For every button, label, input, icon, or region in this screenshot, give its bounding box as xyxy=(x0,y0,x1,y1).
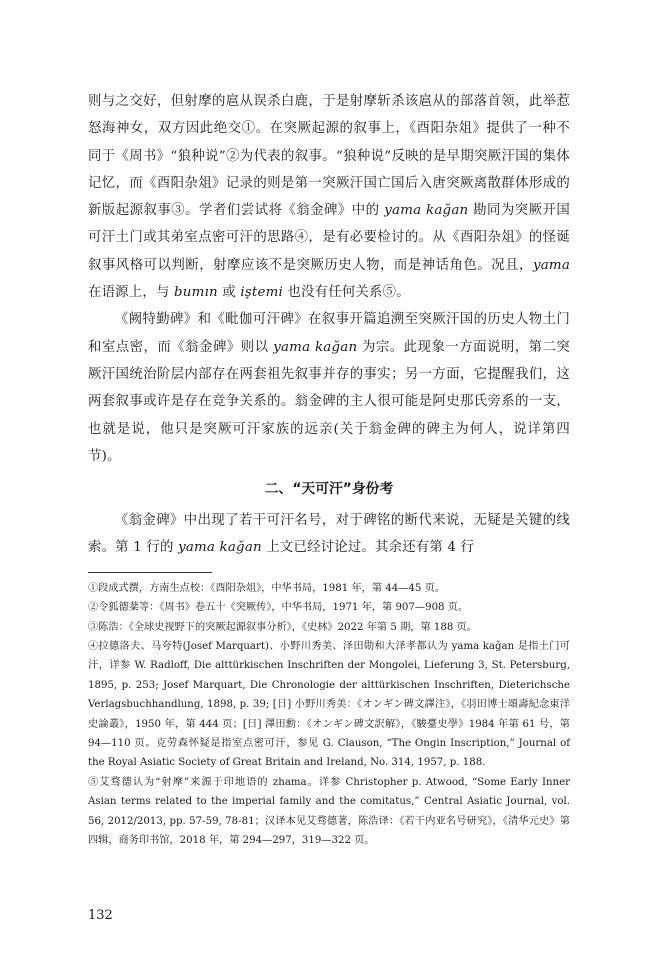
paragraph-2 xyxy=(88,306,570,470)
paragraph-1-text-b: 勘同为突厥开国可汗土门或其弟室点密可汗的思路④，是有必要检讨的。从《酉阳杂俎》的怪诞叙事风格可以判断，射摩应该不是突厥历史人物，而是神话角色。况且， xyxy=(88,203,570,273)
term-yama-kagan-3: yama kağan xyxy=(178,540,262,556)
paragraph-2-text-b: 为宗。此现象一方面说明，第二突厥汗国统治阶层内部存在两套祖先叙事并存的事实；另一方面，它提醒我们，这两套叙事或许是存在竞争关系的。翁金碑的主人很可能是阿史那氏旁系的一支，也就是说，他只是突厥可汗家族的远亲(关于翁金碑的碑主为何人，说详第四节)。 xyxy=(88,339,570,464)
term-yama: yama xyxy=(532,257,570,273)
footnote-3: ③陈浩：《全球史视野下的突厥起源叙事分析》，《史林》2022 年第 5 期，第 188 页。 xyxy=(88,621,477,633)
footnote-1: ①段成式撰，方南生点校：《酉阳杂俎》，中华书局，1981 年，第 44—45 页。 xyxy=(88,582,445,594)
page-number: 132 xyxy=(88,908,113,923)
term-bumin: bumın xyxy=(174,285,218,301)
footnote-2: ②令狐德棻等：《周书》卷五十《突厥传》，中华书局，1971 年，第 907—908 页。 xyxy=(88,602,469,614)
paragraph-3-text-a: 《翁金碑》中出现了若干可汗名号，对于碑铭的断代来说，无疑是关键的线索。第 1 行的 xyxy=(88,513,570,556)
paragraph-1-text-e: 也没有任何关系⑤。 xyxy=(287,285,410,301)
paragraph-3-text-b: 上文已经讨论过。其余还有第 4 行 xyxy=(266,540,475,556)
term-yama-kagan-2: yama kağan xyxy=(273,339,358,355)
term-yama-kagan: yama kağan xyxy=(384,203,469,219)
footnote-4: ④拉德洛夫、马夸特(Josef Marquart)、小野川秀美、泽田勋和大泽孝都认为 yama kağan 是指土门可汗，详参 W. Radloff, Die alttürkischen Inschriften der Mongolei, Lieferung 3, St. Petersburg, 1895, p. 253; Josef Marquart, Die Chronologie der alttürkischen Inschriften, Dieterichsche Verlagsbuchhandlung, 1898, p. 39; [日] 小野川秀美：《オンギン碑文譯注》，《羽田博士頌壽紀念東洋史論叢》，1950 年，第 444 页；[日] 澤田勳：《オンギン碑文訳解》，《駿臺史學》1984 年第 61 号，第 94—110 页。克劳森怀疑是指室点密可汗，参见 G. Clauson, “The Ongin Inscription,” Journal of the Royal Asiatic Society of Great Britain and Ireland, No. 314, 1957, p. 188. xyxy=(88,640,570,769)
page-body xyxy=(88,88,570,850)
term-istemi: iştemi xyxy=(240,285,283,301)
footnote-5: ⑤艾骛德认为“射摩”来源于印地语的 zhama。详参 Christopher p. Atwood, “Some Early Inner Asian terms related to the imperial family and the comitatus,” Central Asiatic Journal, vol. 56, 2012/2013, pp. 57-59, 78-81；汉译本见艾骛德著，陈浩译：《若干内亚名号研究》，《清华元史》第四辑，商务印书馆，2018 年，第 294—297，319—322 页。 xyxy=(88,776,570,847)
paragraph-1-text-c: 在语源上，与 xyxy=(88,285,170,301)
paragraph-1-text-a: 则与之交好，但射摩的扈从误杀白鹿，于是射摩斩杀该扈从的部落首领，此举惹怒海神女，双方因此绝交①。在突厥起源的叙事上，《酉阳杂俎》提供了一种不同于《周书》“狼种说”②为代表的叙事。“狼种说”反映的是早期突厥汗国的集体记忆，而《酉阳杂俎》记录的则是第一突厥汗国亡国后入唐突厥离散群体形成的新版起源叙事③。学者们尝试将《翁金碑》中的 xyxy=(88,94,570,219)
paragraph-2-text-a: 《阙特勤碑》和《毗伽可汗碑》在叙事开篇追溯至突厥汗国的历史人物土门和室点密，而《翁金碑》则以 xyxy=(88,312,570,355)
paragraph-3 xyxy=(88,507,570,562)
section-heading: 二、“天可汗”身份考 xyxy=(264,481,394,498)
paragraph-1-text-d: 或 xyxy=(222,285,236,301)
paragraph-1 xyxy=(88,88,570,306)
footnote-divider xyxy=(88,572,212,573)
